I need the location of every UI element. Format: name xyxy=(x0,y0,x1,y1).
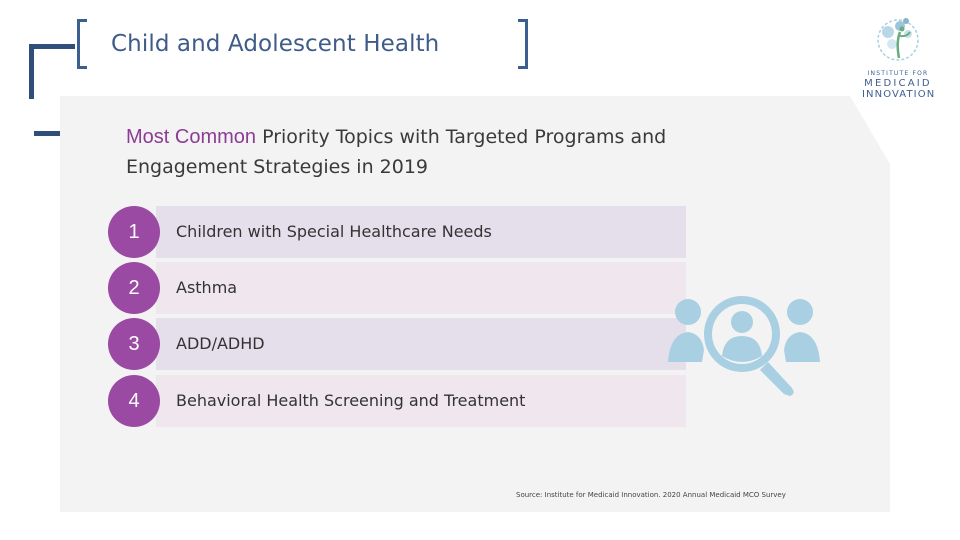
topic-label: ADD/ADHD xyxy=(176,334,265,353)
topic-label: Behavioral Health Screening and Treatment xyxy=(176,391,526,410)
heading-rest: Priority Topics with Targeted Programs and Engagement Strategies in 2019 xyxy=(126,126,667,178)
title-bracket-right xyxy=(518,19,528,69)
topic-number-badge: 3 xyxy=(108,318,160,370)
heading-accent: Most Common xyxy=(126,126,257,148)
topic-item-4 xyxy=(108,375,688,427)
topic-number-badge: 4 xyxy=(108,375,160,427)
topic-number-badge: 1 xyxy=(108,206,160,258)
people-search-icon xyxy=(668,290,820,396)
logo-line-medicaid: MEDICAID xyxy=(864,78,932,89)
source-note: Source: Institute for Medicaid Innovation. 2020 Annual Medicaid MCO Survey xyxy=(516,491,786,499)
section-heading xyxy=(126,122,746,182)
logo-line-innovation: INNOVATION xyxy=(862,89,936,100)
topic-number-badge: 2 xyxy=(108,262,160,314)
topic-item-1 xyxy=(108,206,688,258)
logo-line-institute: INSTITUTE FOR xyxy=(867,70,929,77)
topic-item-3 xyxy=(108,318,688,370)
title-bracket-left xyxy=(77,19,87,69)
topic-label: Children with Special Healthcare Needs xyxy=(176,222,492,241)
topic-item-2 xyxy=(108,262,688,314)
topic-label: Asthma xyxy=(176,278,238,297)
logo-wordmark xyxy=(862,71,934,100)
page-title: Child and Adolescent Health xyxy=(111,31,440,57)
